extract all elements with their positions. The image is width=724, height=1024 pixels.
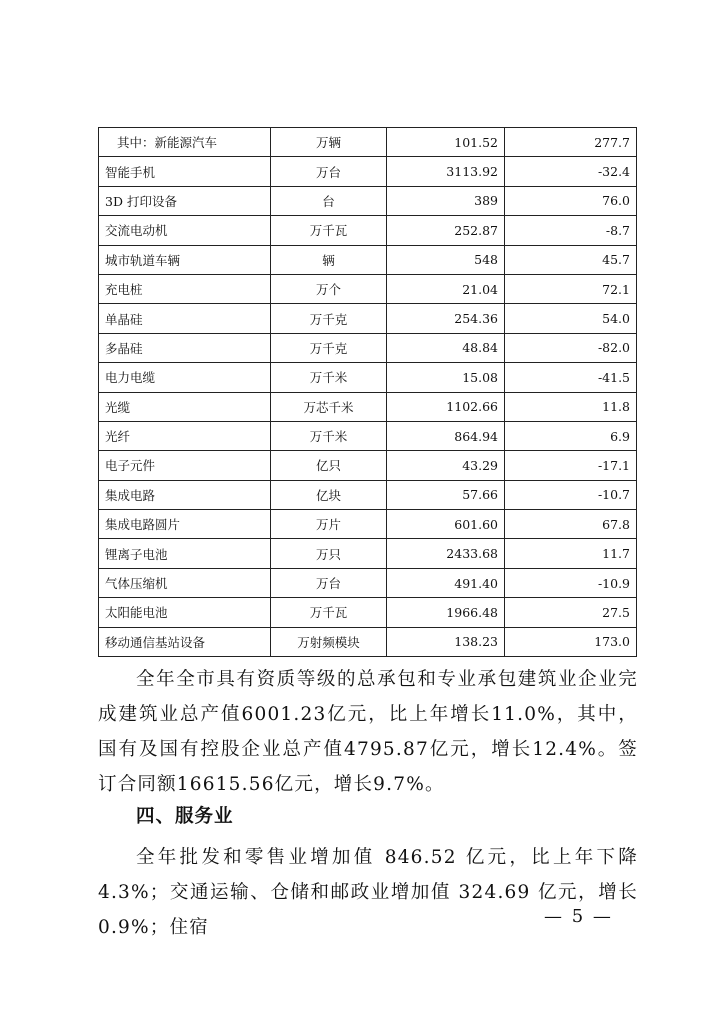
growth-rate-cell: 67.8 — [505, 510, 637, 539]
product-name-cell: 光缆 — [99, 392, 271, 421]
unit-cell: 万千米 — [271, 421, 387, 450]
table-row — [99, 274, 637, 303]
growth-rate-cell: 27.5 — [505, 598, 637, 627]
growth-rate-cell: 76.0 — [505, 186, 637, 215]
product-name-cell: 交流电动机 — [99, 216, 271, 245]
growth-rate-cell: -17.1 — [505, 451, 637, 480]
product-name-cell: 智能手机 — [99, 157, 271, 186]
page-number: — 5 — — [544, 906, 613, 927]
product-name-cell: 移动通信基站设备 — [99, 627, 271, 656]
growth-rate-cell: -8.7 — [505, 216, 637, 245]
product-name-cell: 集成电路 — [99, 480, 271, 509]
product-name-cell: 电子元件 — [99, 451, 271, 480]
product-name-cell: 太阳能电池 — [99, 598, 271, 627]
growth-rate-cell: 11.8 — [505, 392, 637, 421]
unit-cell: 万芯千米 — [271, 392, 387, 421]
output-value-cell: 57.66 — [387, 480, 505, 509]
product-name-cell: 单晶硅 — [99, 304, 271, 333]
unit-cell: 亿只 — [271, 451, 387, 480]
unit-cell: 台 — [271, 186, 387, 215]
output-value-cell: 48.84 — [387, 333, 505, 362]
unit-cell: 万只 — [271, 539, 387, 568]
growth-rate-cell: 277.7 — [505, 128, 637, 157]
unit-cell: 辆 — [271, 245, 387, 274]
product-name-cell: 电力电缆 — [99, 363, 271, 392]
table-row — [99, 451, 637, 480]
output-value-cell: 864.94 — [387, 421, 505, 450]
unit-cell: 万射频模块 — [271, 627, 387, 656]
product-name-cell: 3D 打印设备 — [99, 186, 271, 215]
table-row — [99, 598, 637, 627]
growth-rate-cell: 173.0 — [505, 627, 637, 656]
product-name-cell: 光纤 — [99, 421, 271, 450]
table-row — [99, 568, 637, 597]
output-value-cell: 21.04 — [387, 274, 505, 303]
table-row — [99, 186, 637, 215]
output-value-cell: 252.87 — [387, 216, 505, 245]
unit-cell: 万千瓦 — [271, 216, 387, 245]
output-value-cell: 548 — [387, 245, 505, 274]
unit-cell: 万千米 — [271, 363, 387, 392]
growth-rate-cell: -41.5 — [505, 363, 637, 392]
output-value-cell: 138.23 — [387, 627, 505, 656]
table-row — [99, 157, 637, 186]
output-value-cell: 43.29 — [387, 451, 505, 480]
product-name-cell: 集成电路圆片 — [99, 510, 271, 539]
growth-rate-cell: 11.7 — [505, 539, 637, 568]
output-value-cell: 1966.48 — [387, 598, 505, 627]
table-row — [99, 128, 637, 157]
table-row — [99, 421, 637, 450]
unit-cell: 万台 — [271, 568, 387, 597]
output-value-cell: 101.52 — [387, 128, 505, 157]
construction-paragraph: 全年全市具有资质等级的总承包和专业承包建筑业企业完成建筑业总产值6001.23亿元，比上年增长11.0%，其中，国有及国有控股企业总产值4795.87亿元，增长12.4%。签订合同额16615.56亿元，增长9.7%。 — [98, 669, 638, 795]
table-row — [99, 627, 637, 656]
growth-rate-cell: -10.7 — [505, 480, 637, 509]
product-name-cell: 锂离子电池 — [99, 539, 271, 568]
output-value-cell: 15.08 — [387, 363, 505, 392]
table-row — [99, 539, 637, 568]
unit-cell: 万千克 — [271, 333, 387, 362]
section-heading-services: 四、服务业 — [136, 806, 234, 827]
product-name-cell: 其中：新能源汽车 — [99, 128, 271, 157]
table-row — [99, 333, 637, 362]
growth-rate-cell: -82.0 — [505, 333, 637, 362]
unit-cell: 亿块 — [271, 480, 387, 509]
unit-cell: 万辆 — [271, 128, 387, 157]
output-value-cell: 3113.92 — [387, 157, 505, 186]
table-row — [99, 363, 637, 392]
table-body — [99, 128, 637, 657]
growth-rate-cell: 6.9 — [505, 421, 637, 450]
table-row — [99, 216, 637, 245]
industrial-products-table — [98, 127, 637, 657]
unit-cell: 万千克 — [271, 304, 387, 333]
output-value-cell: 1102.66 — [387, 392, 505, 421]
unit-cell: 万千瓦 — [271, 598, 387, 627]
output-value-cell: 2433.68 — [387, 539, 505, 568]
product-name-cell: 城市轨道车辆 — [99, 245, 271, 274]
growth-rate-cell: -10.9 — [505, 568, 637, 597]
unit-cell: 万片 — [271, 510, 387, 539]
table-row — [99, 480, 637, 509]
output-value-cell: 389 — [387, 186, 505, 215]
services-paragraph: 全年批发和零售业增加值 846.52 亿元，比上年下降 4.3%；交通运输、仓储和邮政业增加值 324.69 亿元，增长 0.9%；住宿 — [98, 847, 638, 938]
product-name-cell: 充电桩 — [99, 274, 271, 303]
growth-rate-cell: 72.1 — [505, 274, 637, 303]
unit-cell: 万个 — [271, 274, 387, 303]
product-name-cell: 气体压缩机 — [99, 568, 271, 597]
output-value-cell: 254.36 — [387, 304, 505, 333]
table-row — [99, 510, 637, 539]
growth-rate-cell: 54.0 — [505, 304, 637, 333]
growth-rate-cell: -32.4 — [505, 157, 637, 186]
table-row — [99, 245, 637, 274]
table-row — [99, 304, 637, 333]
output-value-cell: 601.60 — [387, 510, 505, 539]
product-name-cell: 多晶硅 — [99, 333, 271, 362]
output-value-cell: 491.40 — [387, 568, 505, 597]
growth-rate-cell: 45.7 — [505, 245, 637, 274]
unit-cell: 万台 — [271, 157, 387, 186]
table-row — [99, 392, 637, 421]
